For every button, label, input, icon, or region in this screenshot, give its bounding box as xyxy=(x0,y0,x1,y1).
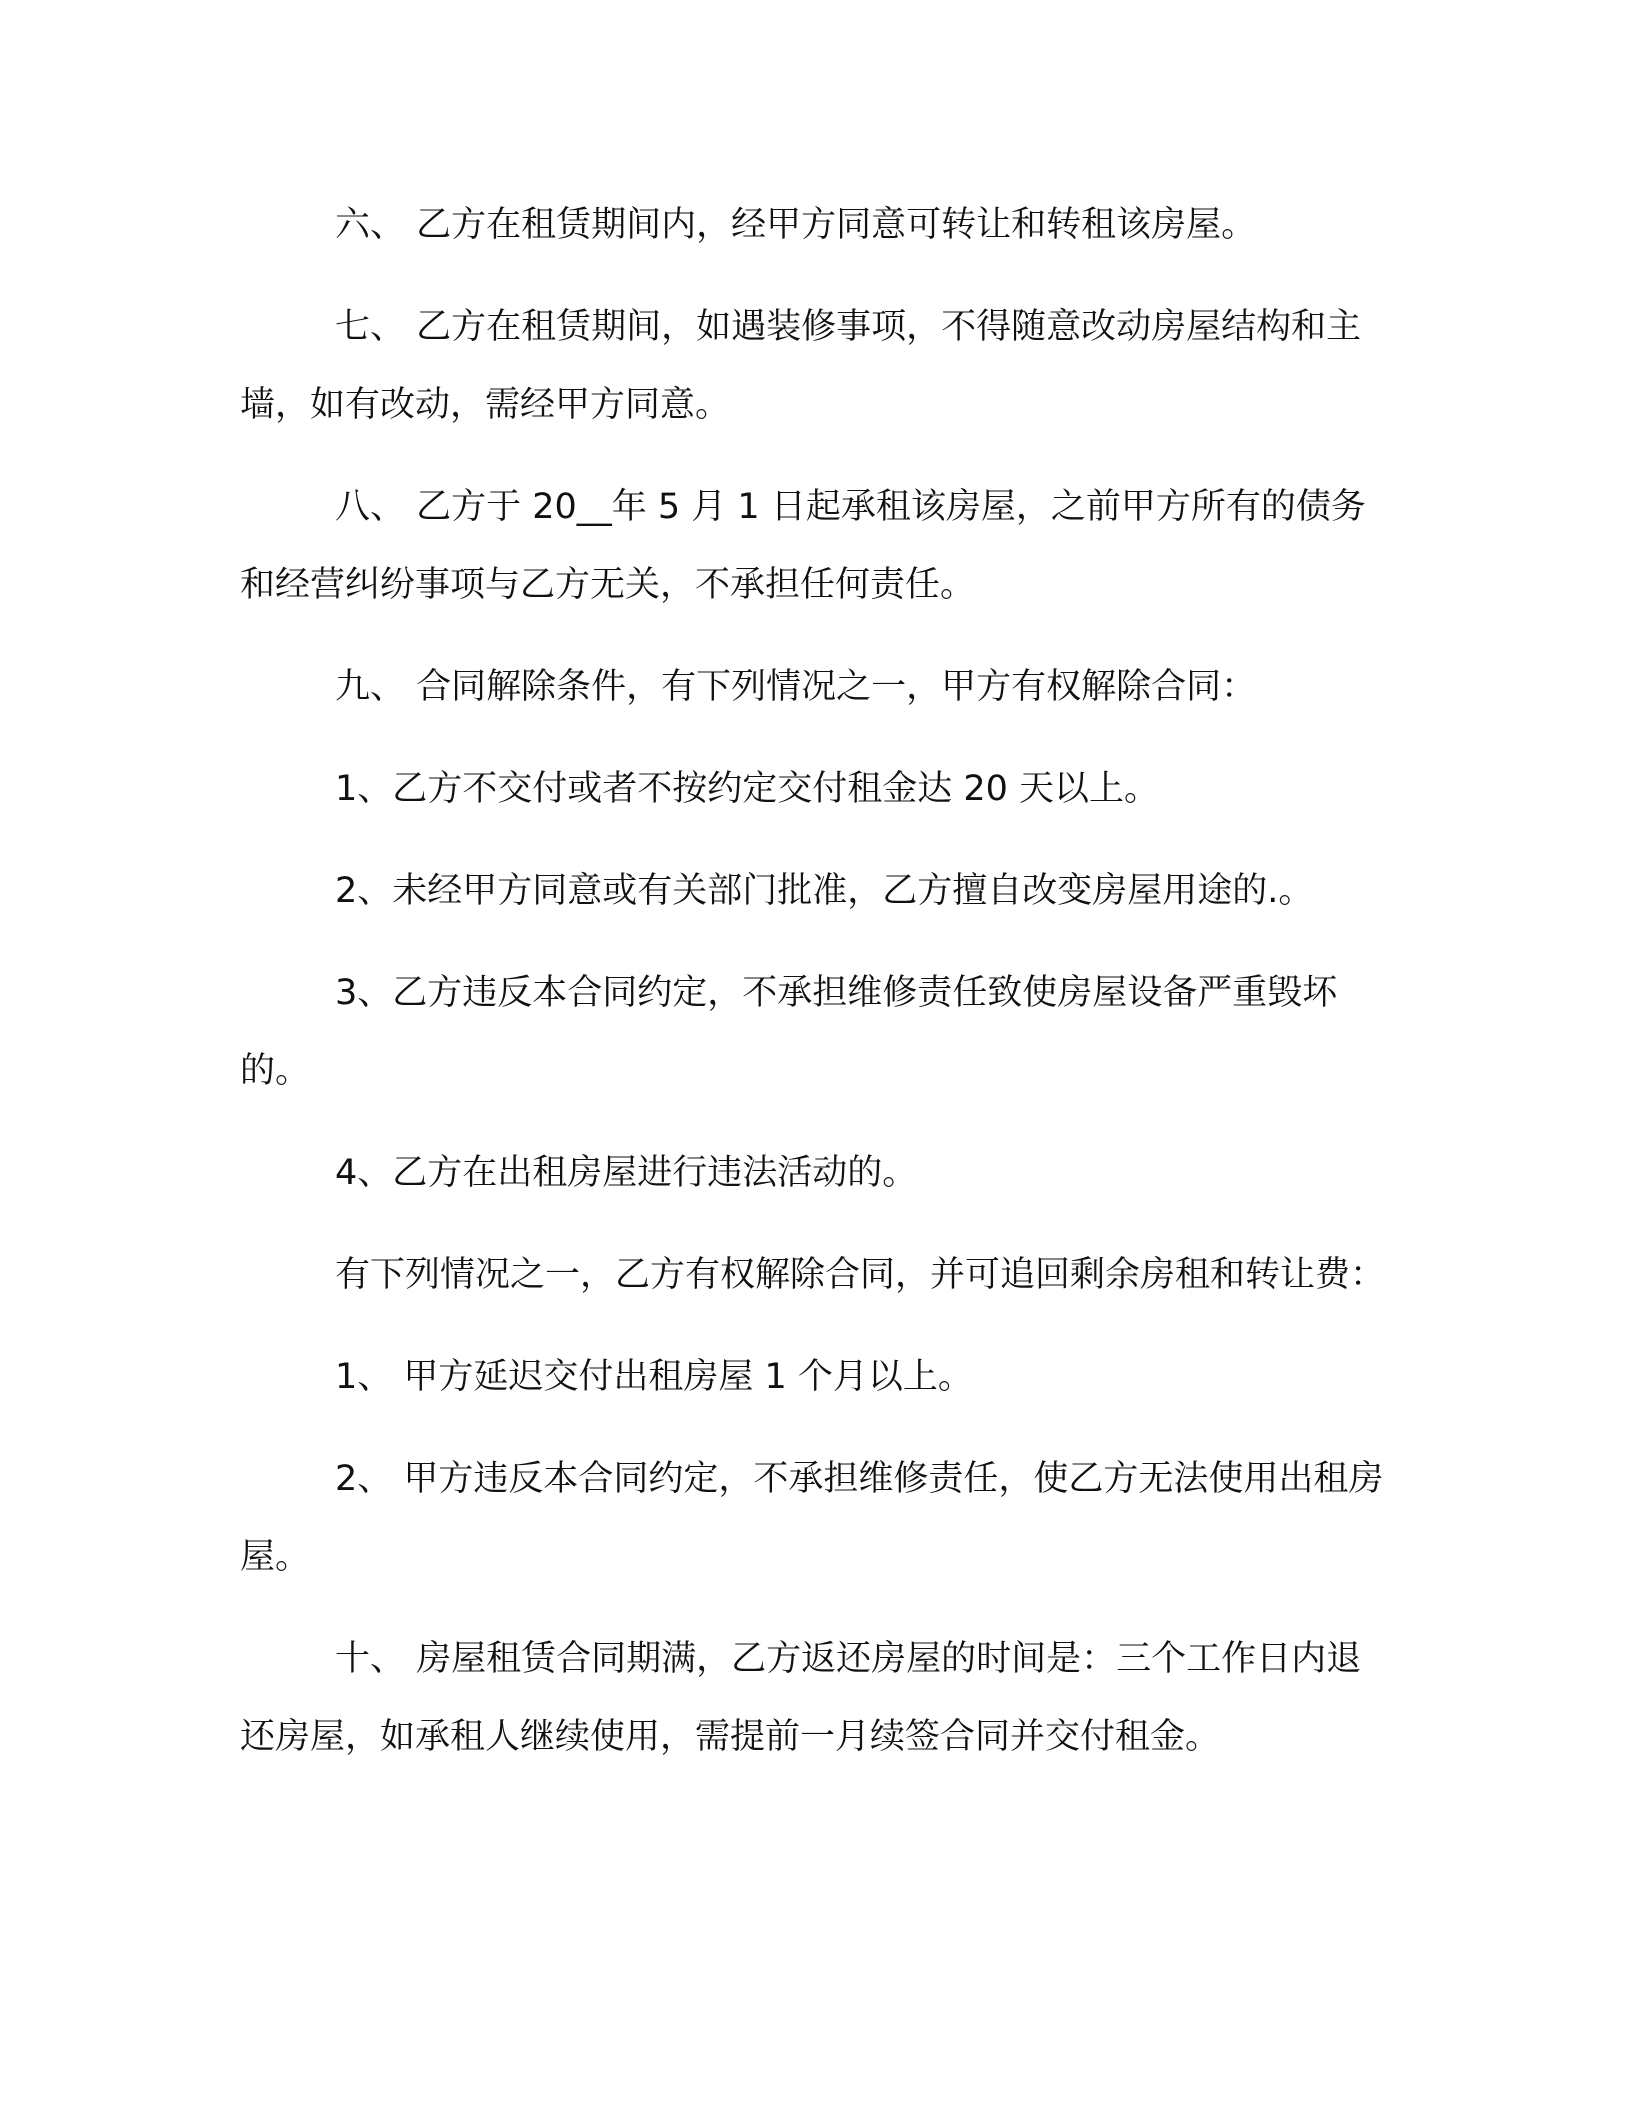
clause-7: 七、 乙方在租赁期间，如遇装修事项，不得随意改动房屋结构和主墙，如有改动，需经甲方同意。 xyxy=(240,307,1362,425)
landlord-termination-item-4: 4、乙方在出租房屋进行违法活动的。 xyxy=(335,1153,918,1193)
clause-10: 十、 房屋租赁合同期满，乙方返还房屋的时间是：三个工作日内退还房屋，如承租人继续使用，需提前一月续签合同并交付租金。 xyxy=(240,1639,1362,1757)
landlord-termination-item-3: 3、乙方违反本合同约定，不承担维修责任致使房屋设备严重毁坏的。 xyxy=(240,973,1338,1091)
landlord-termination-item-2: 2、未经甲方同意或有关部门批准，乙方擅自改变房屋用途的.。 xyxy=(335,871,1314,911)
tenant-termination-item-1: 1、 甲方延迟交付出租房屋 1 个月以上。 xyxy=(335,1357,973,1397)
tenant-termination-item-2: 2、 甲方违反本合同约定，不承担维修责任，使乙方无法使用出租房屋。 xyxy=(240,1459,1384,1577)
clause-9: 九、 合同解除条件，有下列情况之一，甲方有权解除合同： xyxy=(335,667,1257,707)
landlord-termination-item-1: 1、乙方不交付或者不按约定交付租金达 20 天以上。 xyxy=(335,769,1160,809)
clause-6: 六、 乙方在租赁期间内，经甲方同意可转让和转租该房屋。 xyxy=(335,205,1257,245)
clause-8: 八、 乙方于 20__年 5 月 1 日起承租该房屋，之前甲方所有的债务和经营纠纷事项与乙方无关，不承担任何责任。 xyxy=(240,487,1366,605)
tenant-termination-intro: 有下列情况之一，乙方有权解除合同，并可追回剩余房租和转让费： xyxy=(335,1255,1386,1295)
document-body xyxy=(240,186,1394,1800)
